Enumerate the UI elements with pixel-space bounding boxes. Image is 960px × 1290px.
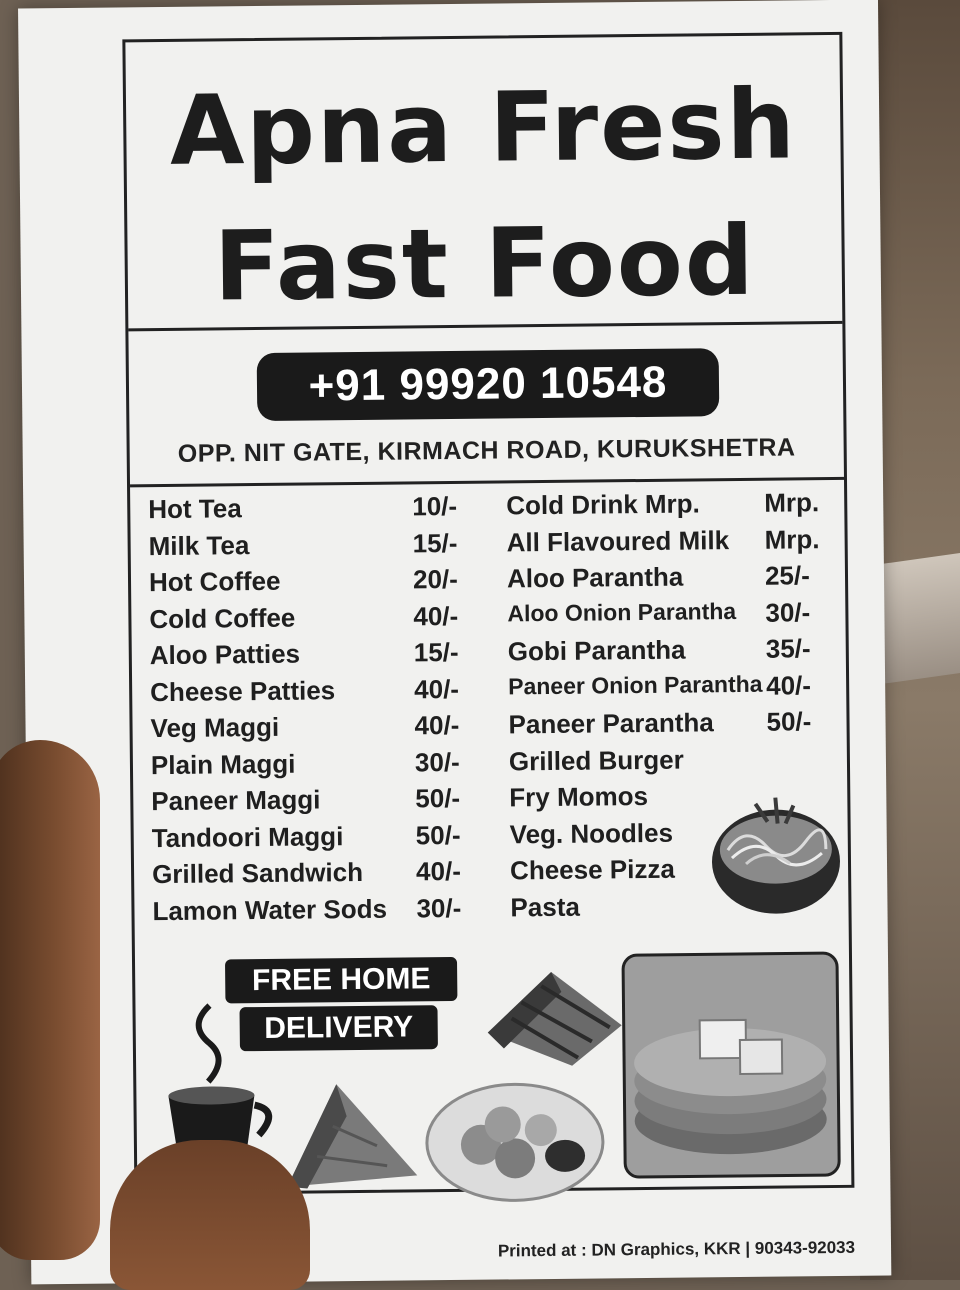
item-name: Aloo Onion Parantha [507, 597, 737, 626]
item-price: 20/- [412, 563, 458, 595]
patties-image [276, 1075, 427, 1197]
menu-item [150, 673, 470, 713]
item-name: Paneer Parantha [508, 707, 714, 740]
menu-item [148, 491, 468, 531]
title-divider [128, 321, 842, 331]
menu-item [506, 487, 826, 527]
item-price: 30/- [416, 892, 462, 923]
item-name: Gobi Parantha [507, 634, 686, 667]
flyer-border [122, 32, 854, 1195]
item-name: Tandoori Maggi [151, 820, 344, 853]
item-price: 30/- [414, 746, 460, 777]
item-name: Cold Drink Mrp. [506, 488, 700, 521]
item-price: 30/- [765, 596, 811, 628]
item-name: Paneer Maggi [151, 784, 321, 817]
menu-item [149, 600, 469, 640]
item-name: Hot Coffee [148, 565, 281, 598]
item-price: 35/- [765, 633, 811, 664]
item-price: 15/- [413, 636, 459, 668]
item-name: Grilled Burger [508, 744, 684, 776]
noodles-bowl-image [705, 783, 846, 924]
free-home-delivery-line1: FREE HOME [225, 957, 457, 1003]
menu-column-left [148, 491, 473, 932]
menu-item [508, 633, 828, 673]
item-name: Veg Maggi [150, 711, 280, 744]
item-name: Plain Maggi [150, 748, 296, 780]
item-name: Grilled Sandwich [151, 856, 364, 890]
menu-item [509, 743, 829, 783]
item-name: Aloo Patties [149, 638, 301, 671]
title-line-2: Fast Food [213, 204, 757, 323]
menu-item [151, 783, 471, 823]
free-home-delivery-line2: DELIVERY [239, 1005, 437, 1051]
menu-item [149, 564, 469, 604]
item-price: 40/- [413, 600, 459, 631]
menu-item [508, 670, 828, 710]
menu-item [152, 856, 472, 896]
menu-item [152, 892, 472, 932]
item-price: 40/- [765, 669, 812, 701]
menu-flyer [18, 0, 891, 1284]
printed-by: Printed at : DN Graphics, KKR | 90343-92033 [497, 1237, 856, 1261]
item-name: Cheese Pizza [509, 853, 675, 886]
address-divider [130, 477, 844, 487]
menu-item [150, 637, 470, 677]
item-price: Mrp. [764, 523, 820, 555]
sandwich-image [481, 961, 632, 1073]
item-price: 25/- [764, 560, 810, 591]
item-price: 40/- [415, 855, 462, 887]
item-name: Hot Tea [148, 493, 242, 525]
address: OPP. NIT GATE, KIRMACH ROAD, KURUKSHETRA [177, 433, 796, 468]
menu-item [151, 746, 471, 786]
item-name: Lamon Water Sods [152, 893, 388, 926]
item-price: 50/- [415, 782, 461, 814]
item-name: Pasta [510, 891, 581, 922]
item-name: Aloo Parantha [506, 561, 684, 594]
item-price: 10/- [412, 490, 458, 522]
item-name: Milk Tea [148, 529, 250, 561]
parantha-stack-image [619, 949, 843, 1181]
item-name: Veg. Noodles [509, 817, 674, 849]
title-line-1: Apna Fresh [169, 68, 798, 187]
hand-thumb [110, 1140, 310, 1290]
hand-finger [0, 740, 100, 1260]
item-name: Paneer Onion Parantha [508, 670, 763, 699]
menu-item [152, 819, 472, 859]
menu-item [150, 710, 470, 750]
item-price: 15/- [412, 527, 458, 558]
menu-item [507, 560, 827, 600]
item-price: Mrp. [764, 487, 820, 518]
momos-plate-image [422, 1073, 613, 1205]
menu-item [508, 706, 828, 746]
item-price: 50/- [415, 819, 461, 850]
item-price: 50/- [766, 706, 812, 737]
item-name: Fry Momos [509, 780, 649, 813]
menu-item [507, 597, 827, 637]
menu-item [506, 524, 826, 564]
item-price: 40/- [414, 709, 460, 741]
phone-number: +91 99920 10548 [257, 348, 720, 421]
item-name: All Flavoured Milk [506, 524, 730, 557]
item-name: Cold Coffee [149, 602, 296, 634]
item-name: Cheese Patties [150, 674, 336, 707]
menu-item [148, 527, 468, 567]
item-price: 40/- [414, 673, 460, 704]
